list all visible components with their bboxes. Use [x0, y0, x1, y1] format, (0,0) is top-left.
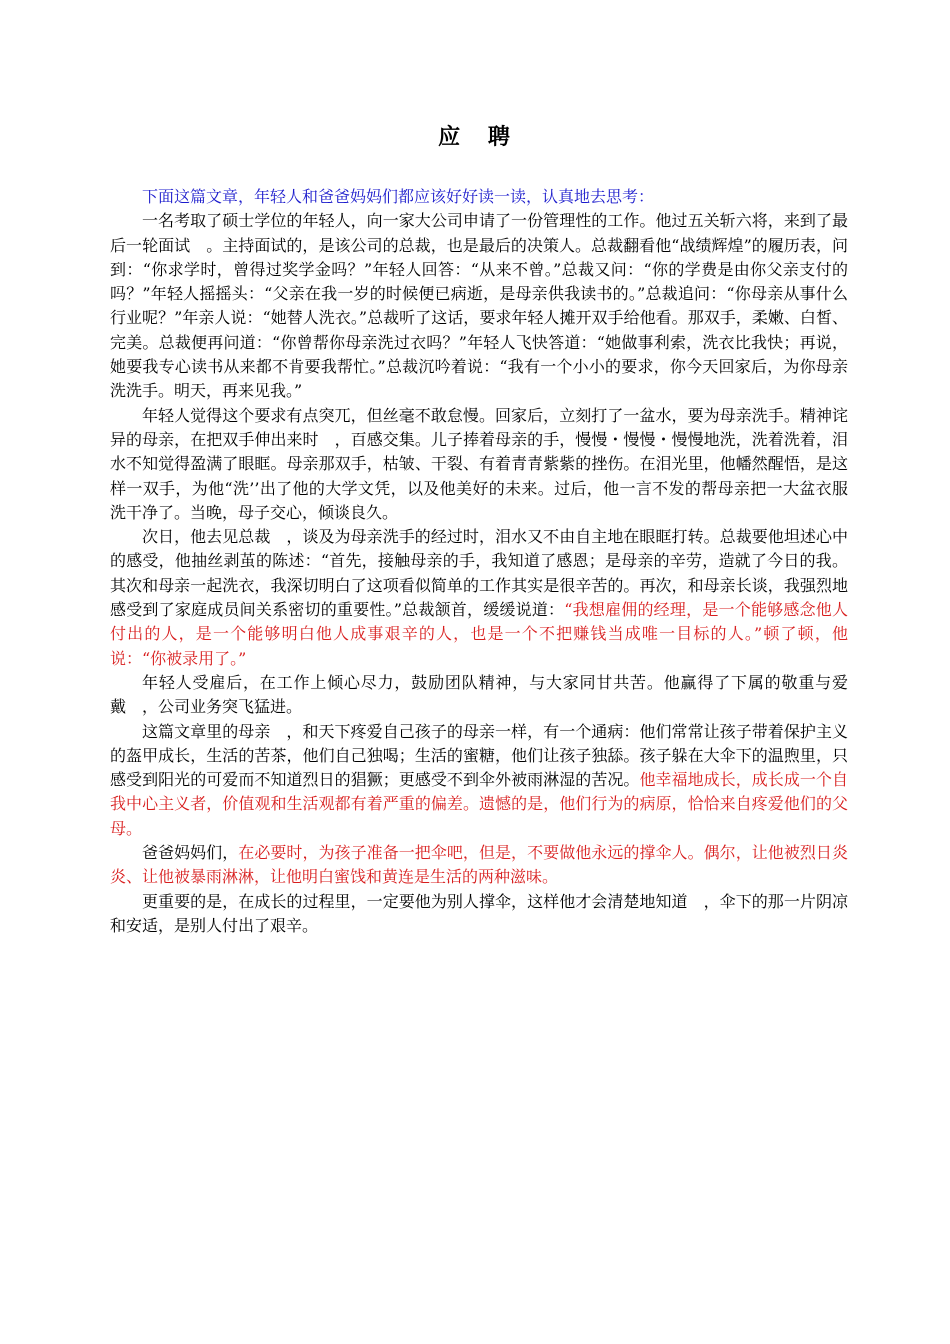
document-title: 应 聘: [438, 124, 520, 150]
article-body: [110, 185, 848, 938]
next-day-text: 次日，他去见总裁 ，谈及为母亲洗手的经过时，泪水又不由自主地在眼眶打转。总裁要他坦述心中的感受，他抽丝剥茧的陈述：“首先，接触母亲的手，我知道了感恩；是母亲的辛劳，造就了今日的我。其次和母亲一起洗衣，我深切明白了这项看似简单的工作其实是很辛苦的。再次，和母亲长谈，我强烈地感受到了家庭成员间关系密切的重要性。”总裁颔首，缓缓说道：: [110, 527, 848, 620]
advice-highlight: 在必要时，为孩子准备一把伞吧，但是，不要做他永远的撑伞人。偶尔，让他被烈日炎炎、让他被暴雨淋淋，让他明白蜜饯和黄连是生活的两种滋味。: [110, 843, 848, 887]
president-quote-highlight: “我想雇佣的经理，是一个能够感念他人付出的人，是一个能够明白他人成事艰辛的人，也是一个不把赚钱当成唯一目标的人。”顿了顿，他说：“你被录用了。”: [110, 600, 848, 668]
intro-paragraph: 下面这篇文章，年轻人和爸爸妈妈们都应该好好读一读，认真地去思考：: [142, 187, 655, 206]
commentary-text: 这篇文章里的母亲 ，和天下疼爱自己孩子的母亲一样，有一个通病：他们常常让孩子带着保护主义的盔甲成长，生活的苦茶，他们自己独喝；生活的蜜糖，他们让孩子独舔。孩子躲在大伞下的温煦里，只感受到阳光的可爱而不知道烈日的猖獗；更感受不到伞外被雨淋湿的苦况。: [110, 721, 848, 790]
paragraph-advice: [110, 841, 848, 890]
paragraph-conclusion: 更重要的是，在成长的过程里，一定要他为别人撑伞，这样他才会清楚地知道 ，伞下的那一片阴凉和安适，是别人付出了艰辛。: [110, 891, 848, 935]
paragraph-commentary: [110, 720, 848, 841]
paragraph-washing-hands: 年轻人觉得这个要求有点突兀，但丝毫不敢怠慢。回家后，立刻打了一盆水，要为母亲洗手。精神诧异的母亲，在把双手伸出来时 ，百感交集。儿子捧着母亲的手，慢慢・慢慢・慢慢地洗，洗着洗着，泪水不知觉得盈满了眼眶。母亲那双手，枯皱、干裂、有着青青紫紫的挫伤。在泪光里，他幡然醒悟，是这样一双手，为他“洗’’出了他的大学文凭，以及他美好的未来。过后，他一言不发的帮母亲把一大盆衣服洗干净了。当晚，母子交心，倾谈良久。: [110, 405, 848, 522]
commentary-highlight: 他幸福地成长，成长成一个自我中心主义者，价值观和生活观都有着严重的偏差。遗憾的是，他们行为的病原，恰恰来自疼爱他们的父母。: [110, 770, 848, 838]
document-page: [110, 0, 848, 938]
paragraph-after-hire: 年轻人受雇后，在工作上倾心尽力，鼓励团队精神，与大家同甘共苦。他赢得了下属的敬重与爱戴 ，公司业务突飞猛进。: [110, 672, 848, 717]
advice-lead: 爸爸妈妈们，: [142, 843, 239, 863]
paragraph-interview: 一名考取了硕士学位的年轻人，向一家大公司申请了一份管理性的工作。他过五关斩六将，来到了最后一轮面试 。主持面试的，是该公司的总裁，也是最后的决策人。总裁翻看他“战绩辉煌”的履历表，问到：“你求学时，曾得过奖学金吗？”年轻人回答：“从来不曾。”总裁又问：“你的学费是由你父亲支付的吗？”年轻人摇摇头：“父亲在我一岁的时候便已病逝，是母亲供我读书的。”总裁追问：“你母亲从事什么行业呢？”年亲人说：“她替人洗衣。”总裁听了这话，要求年轻人摊开双手给他看。那双手，柔嫩、白皙、完美。总裁便再问道：“你曾帮你母亲洗过衣吗？”年轻人飞快答道：“她做事利索，洗衣比我快；再说，她要我专心读书从来都不肯要我帮忙。”总裁沉吟着说：“我有一个小小的要求，你今天回家后，为你母亲洗洗手。明天，再来见我。”: [110, 211, 848, 401]
paragraph-next-day: [110, 525, 848, 671]
